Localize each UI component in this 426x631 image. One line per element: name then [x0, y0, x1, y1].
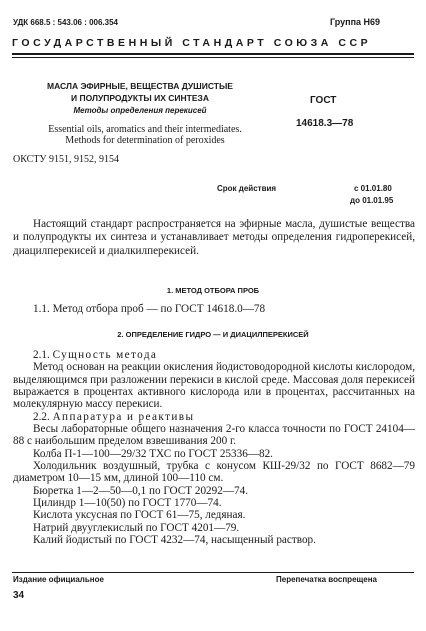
intro-paragraph: Настоящий стандарт распространяется на эфирные масла, душистые вещества и полупродукты их синтеза и устанавливает методы определения гидроперекисей, диацилперекисей и диалкилперекисей.	[13, 218, 415, 257]
validity-label: Срок действия	[217, 184, 277, 193]
header-rule-thick	[12, 53, 414, 55]
equipment-item: Холодильник воздушный, трубка с конусом КШ-29/32 по ГОСТ 8682—79 диаметром 10—15 мм, длиной 100—110 см.	[13, 460, 415, 485]
section1-title: 1. МЕТОД ОТБОРА ПРОБ	[166, 286, 260, 295]
header-rule-thin	[12, 57, 414, 58]
udk-code: УДК 668.5 : 543.06 : 006.354	[13, 18, 118, 27]
equipment-item: Колба П-1—100—29/32 ТХС по ГОСТ 25336—82.	[33, 447, 273, 460]
equipment-item: Весы лабораторные общего назначения 2-го класса точности по ГОСТ 24104—88 с наибольшим пределом взвешивания 200 г.	[13, 423, 415, 448]
title-ru-line1: МАСЛА ЭФИРНЫЕ, ВЕЩЕСТВА ДУШИСТЫЕ	[47, 81, 233, 91]
section2-body	[13, 349, 415, 547]
title-russian	[40, 80, 240, 104]
equipment-item: Кислота уксусная по ГОСТ 61—75, ледяная.	[33, 509, 246, 522]
clause-2-1-number: 2.1.	[33, 349, 50, 361]
title-english	[30, 124, 260, 146]
clause-2-1-head: Сущность метода	[52, 349, 158, 361]
group-code: Группа Н69	[330, 17, 381, 27]
equipment-item: Калий йодистый по ГОСТ 4232—74, насыщенный раствор.	[33, 534, 316, 547]
equipment-item: Цилиндр 1—10(50) по ГОСТ 1770—74.	[33, 497, 222, 510]
section2-title: 2. ОПРЕДЕЛЕНИЕ ГИДРО — И ДИАЦИЛПЕРЕКИСЕЙ	[117, 330, 309, 339]
validity-from: с 01.01.80	[354, 184, 392, 193]
equipment-item: Бюретка 1—2—50—0,1 по ГОСТ 20292—74.	[33, 484, 248, 497]
clause-2-1-heading	[13, 349, 415, 361]
title-ru-line2: И ПОЛУПРОДУКТЫ ИХ СИНТЕЗА	[71, 93, 209, 103]
title-en-line1: Essential oils, aromatics and their intermediates.	[48, 124, 242, 135]
validity-to: до 01.01.95	[350, 196, 394, 205]
clause-2-2-number: 2.2.	[33, 410, 50, 423]
clause-2-2-heading	[13, 411, 415, 423]
page-number: 34	[13, 590, 25, 601]
equipment-item: Натрий двууглекислый по ГОСТ 4201—79.	[33, 521, 240, 534]
okstu-codes: ОКСТУ 9151, 9152, 9154	[13, 154, 120, 165]
section1-text: 1.1. Метод отбора проб — по ГОСТ 14618.0—78	[33, 303, 266, 315]
footer-reprint-prohibited: Перепечатка воспрещена	[276, 575, 377, 584]
clause-2-2-head: Аппаратура и реактивы	[52, 410, 195, 423]
clause-2-1-text: Метод основан на реакции окисления йодистоводородной кислоты кислородом, выделяющимся при разложении перекиси в кислой среде. Массовая доля перекисей выражается в процентах активного кислорода или в процентах, рассчитанных на молекулярную массу перекиси.	[13, 361, 415, 411]
footer-official-edition: Издание официальное	[13, 575, 104, 584]
gost-number: 14618.3—78	[296, 118, 354, 129]
title-methods: Методы определения перекисей	[73, 106, 207, 115]
gost-label: ГОСТ	[310, 95, 337, 106]
title-en-line2: Methods for determination of peroxides	[65, 135, 225, 146]
agency-title: ГОСУДАРСТВЕННЫЙ СТАНДАРТ СОЮЗА ССР	[12, 37, 372, 49]
footer-rule	[12, 572, 414, 573]
